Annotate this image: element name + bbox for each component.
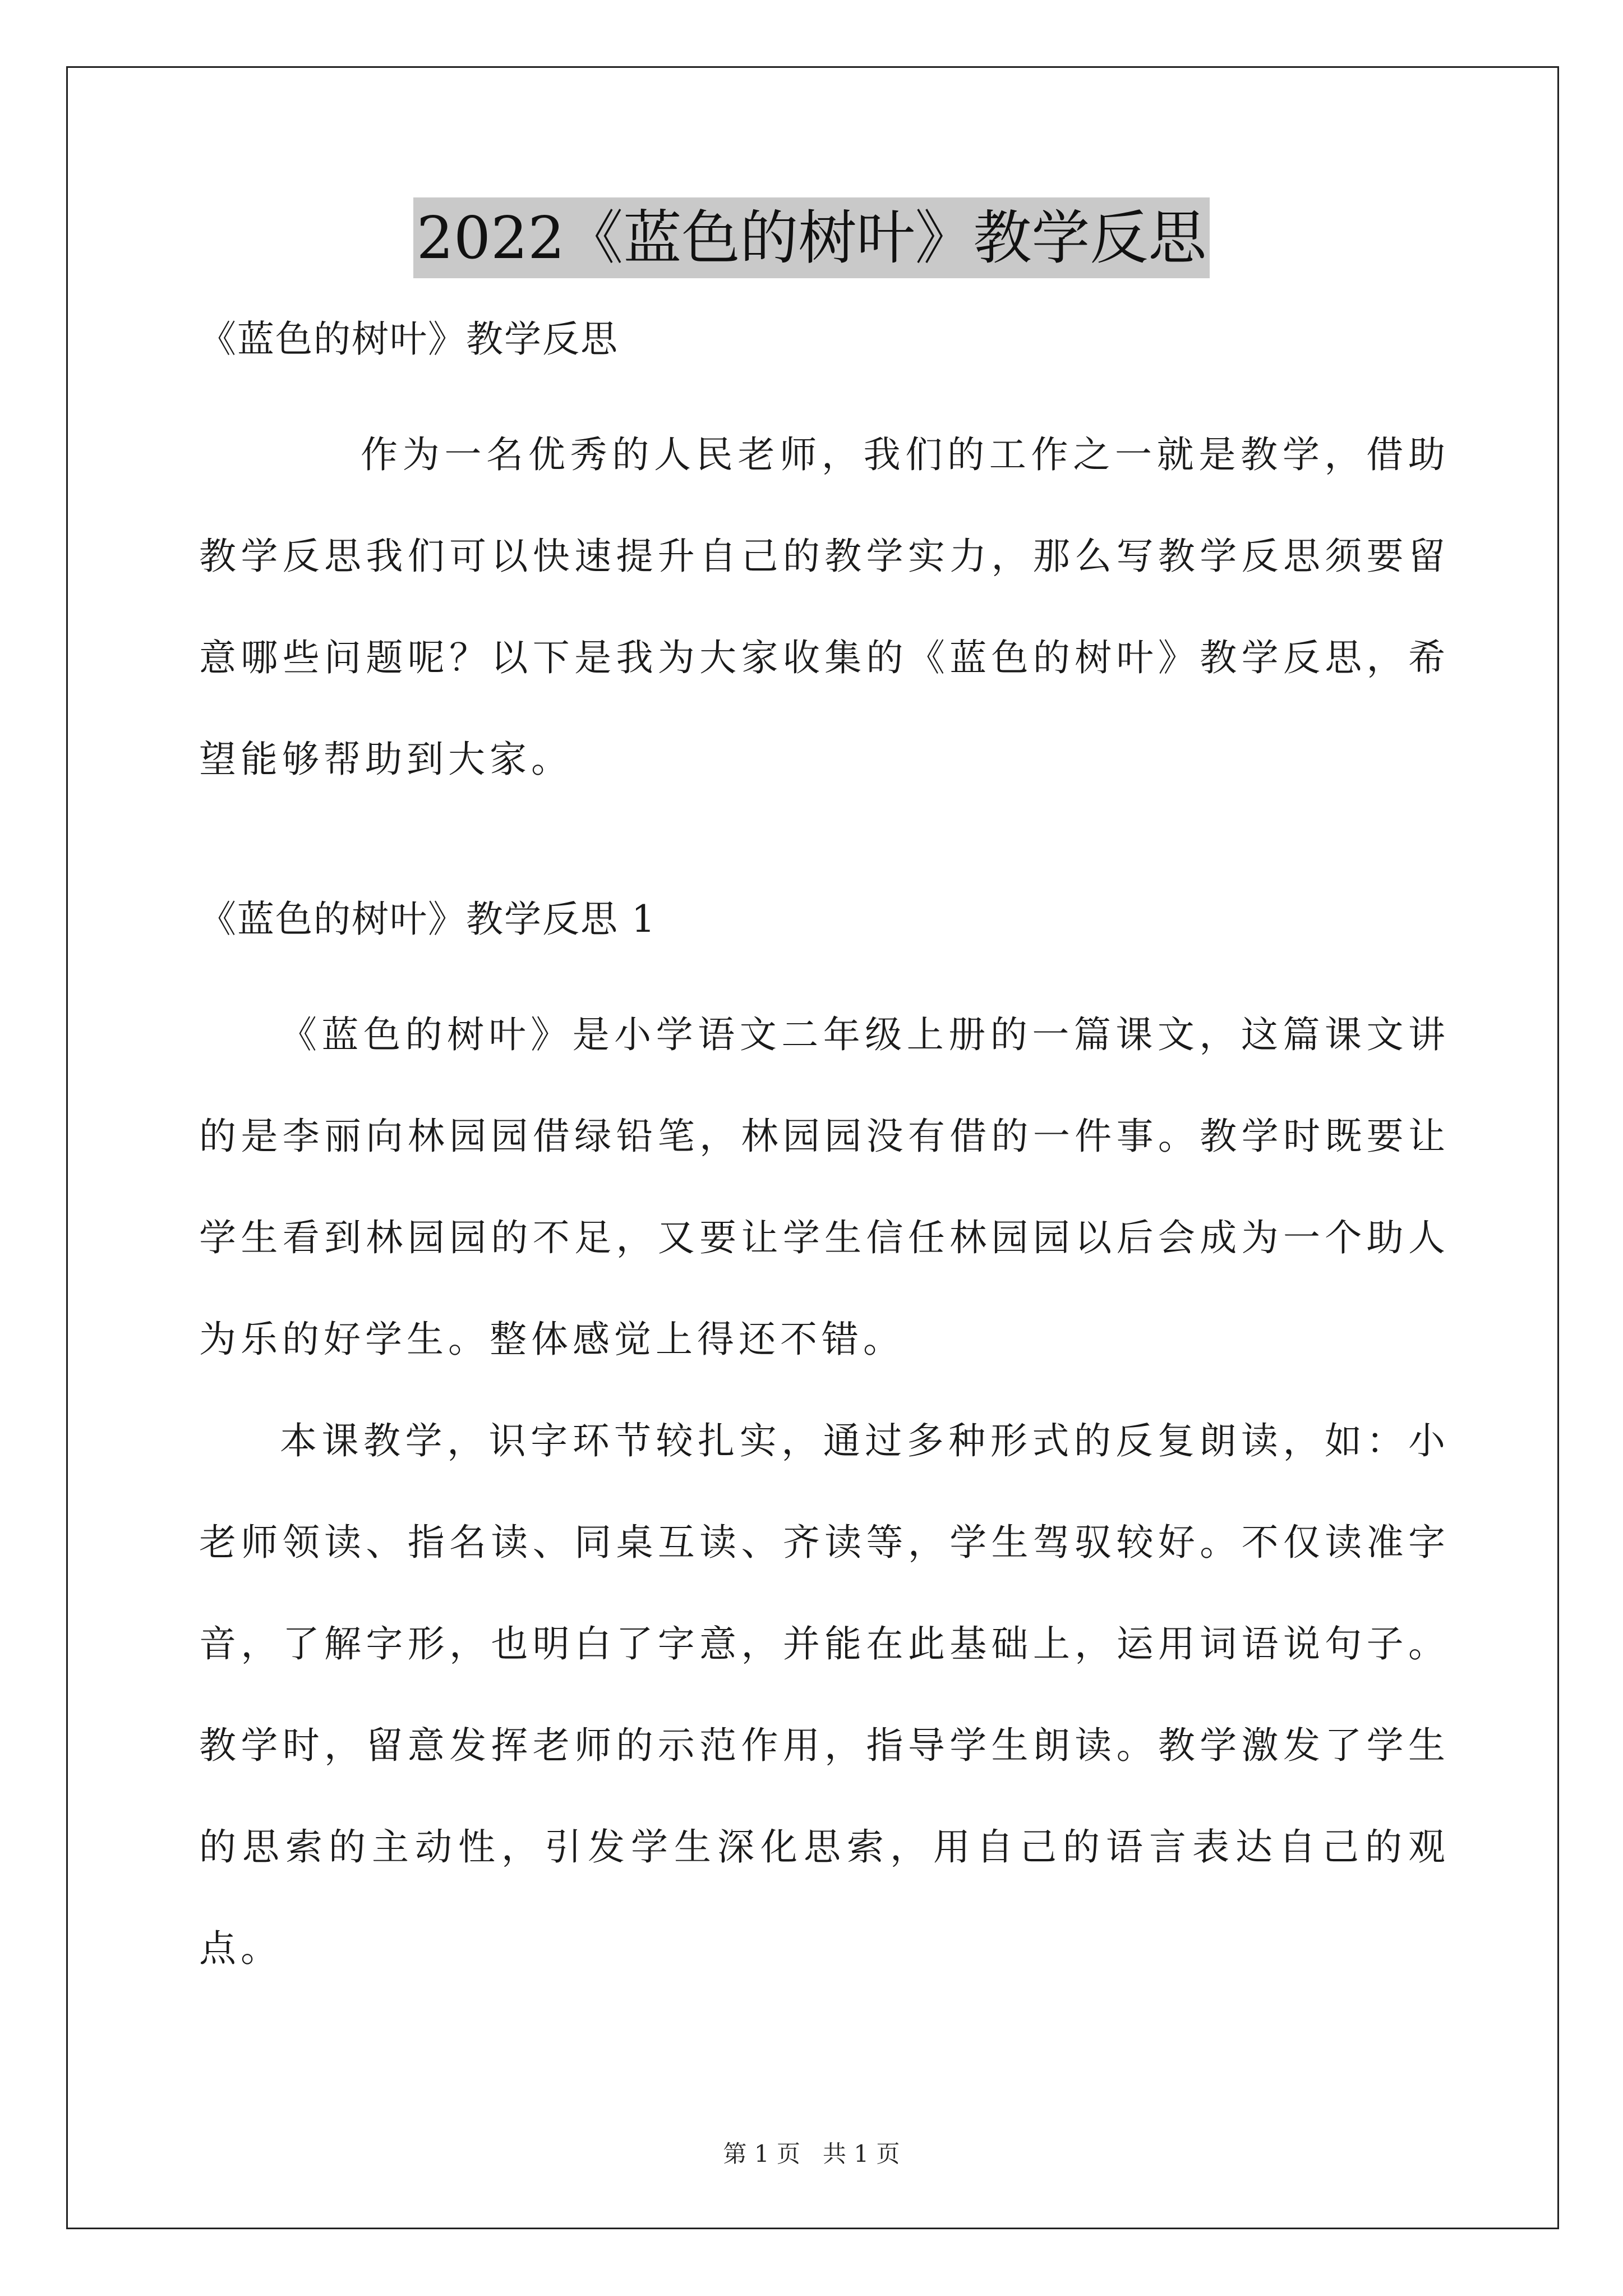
- intro-paragraph: 作为一名优秀的人民老师，我们的工作之一就是教学，借助教学反思我们可以快速提升自己的教学实力，那么写教学反思须要留意哪些问题呢？以下是我为大家收集的《蓝色的树叶》教学反思，希望能够帮助到大家。: [199, 433, 1450, 781]
- spacer: [199, 810, 1450, 894]
- body-paragraph-2: 本课教学，识字环节较扎实，通过多种形式的反复朗读，如：小老师领读、指名读、同桌互读、齐读等，学生驾驭较好。不仅读准字音，了解字形，也明白了字意，并能在此基础上，运用词语说句子。教学时，留意发挥老师的示范作用，指导学生朗读。教学激发了学生的思索的主动性，引发学生深化思索，用自己的语言表达自己的观点。: [199, 1419, 1450, 1970]
- subheading-main: 《蓝色的树叶》教学反思: [199, 318, 619, 361]
- subheading-section-1: 《蓝色的树叶》教学反思 1: [199, 898, 656, 941]
- spacer: [199, 945, 1450, 984]
- page-footer: 第 1 页 共 1 页: [723, 2140, 900, 2168]
- spacer: [199, 365, 1450, 404]
- document-title: 2022《蓝色的树叶》教学反思: [413, 197, 1210, 278]
- body-paragraph-1: 《蓝色的树叶》是小学语文二年级上册的一篇课文，这篇课文讲的是李丽向林园园借绿铅笔，林园园没有借的一件事。教学时既要让学生看到林园园的不足，又要让学生信任林园园以后会成为一个助人为乐的好学生。整体感觉上得还不错。: [199, 1013, 1450, 1361]
- document-body: [199, 314, 1450, 1999]
- title-container: [0, 197, 1623, 278]
